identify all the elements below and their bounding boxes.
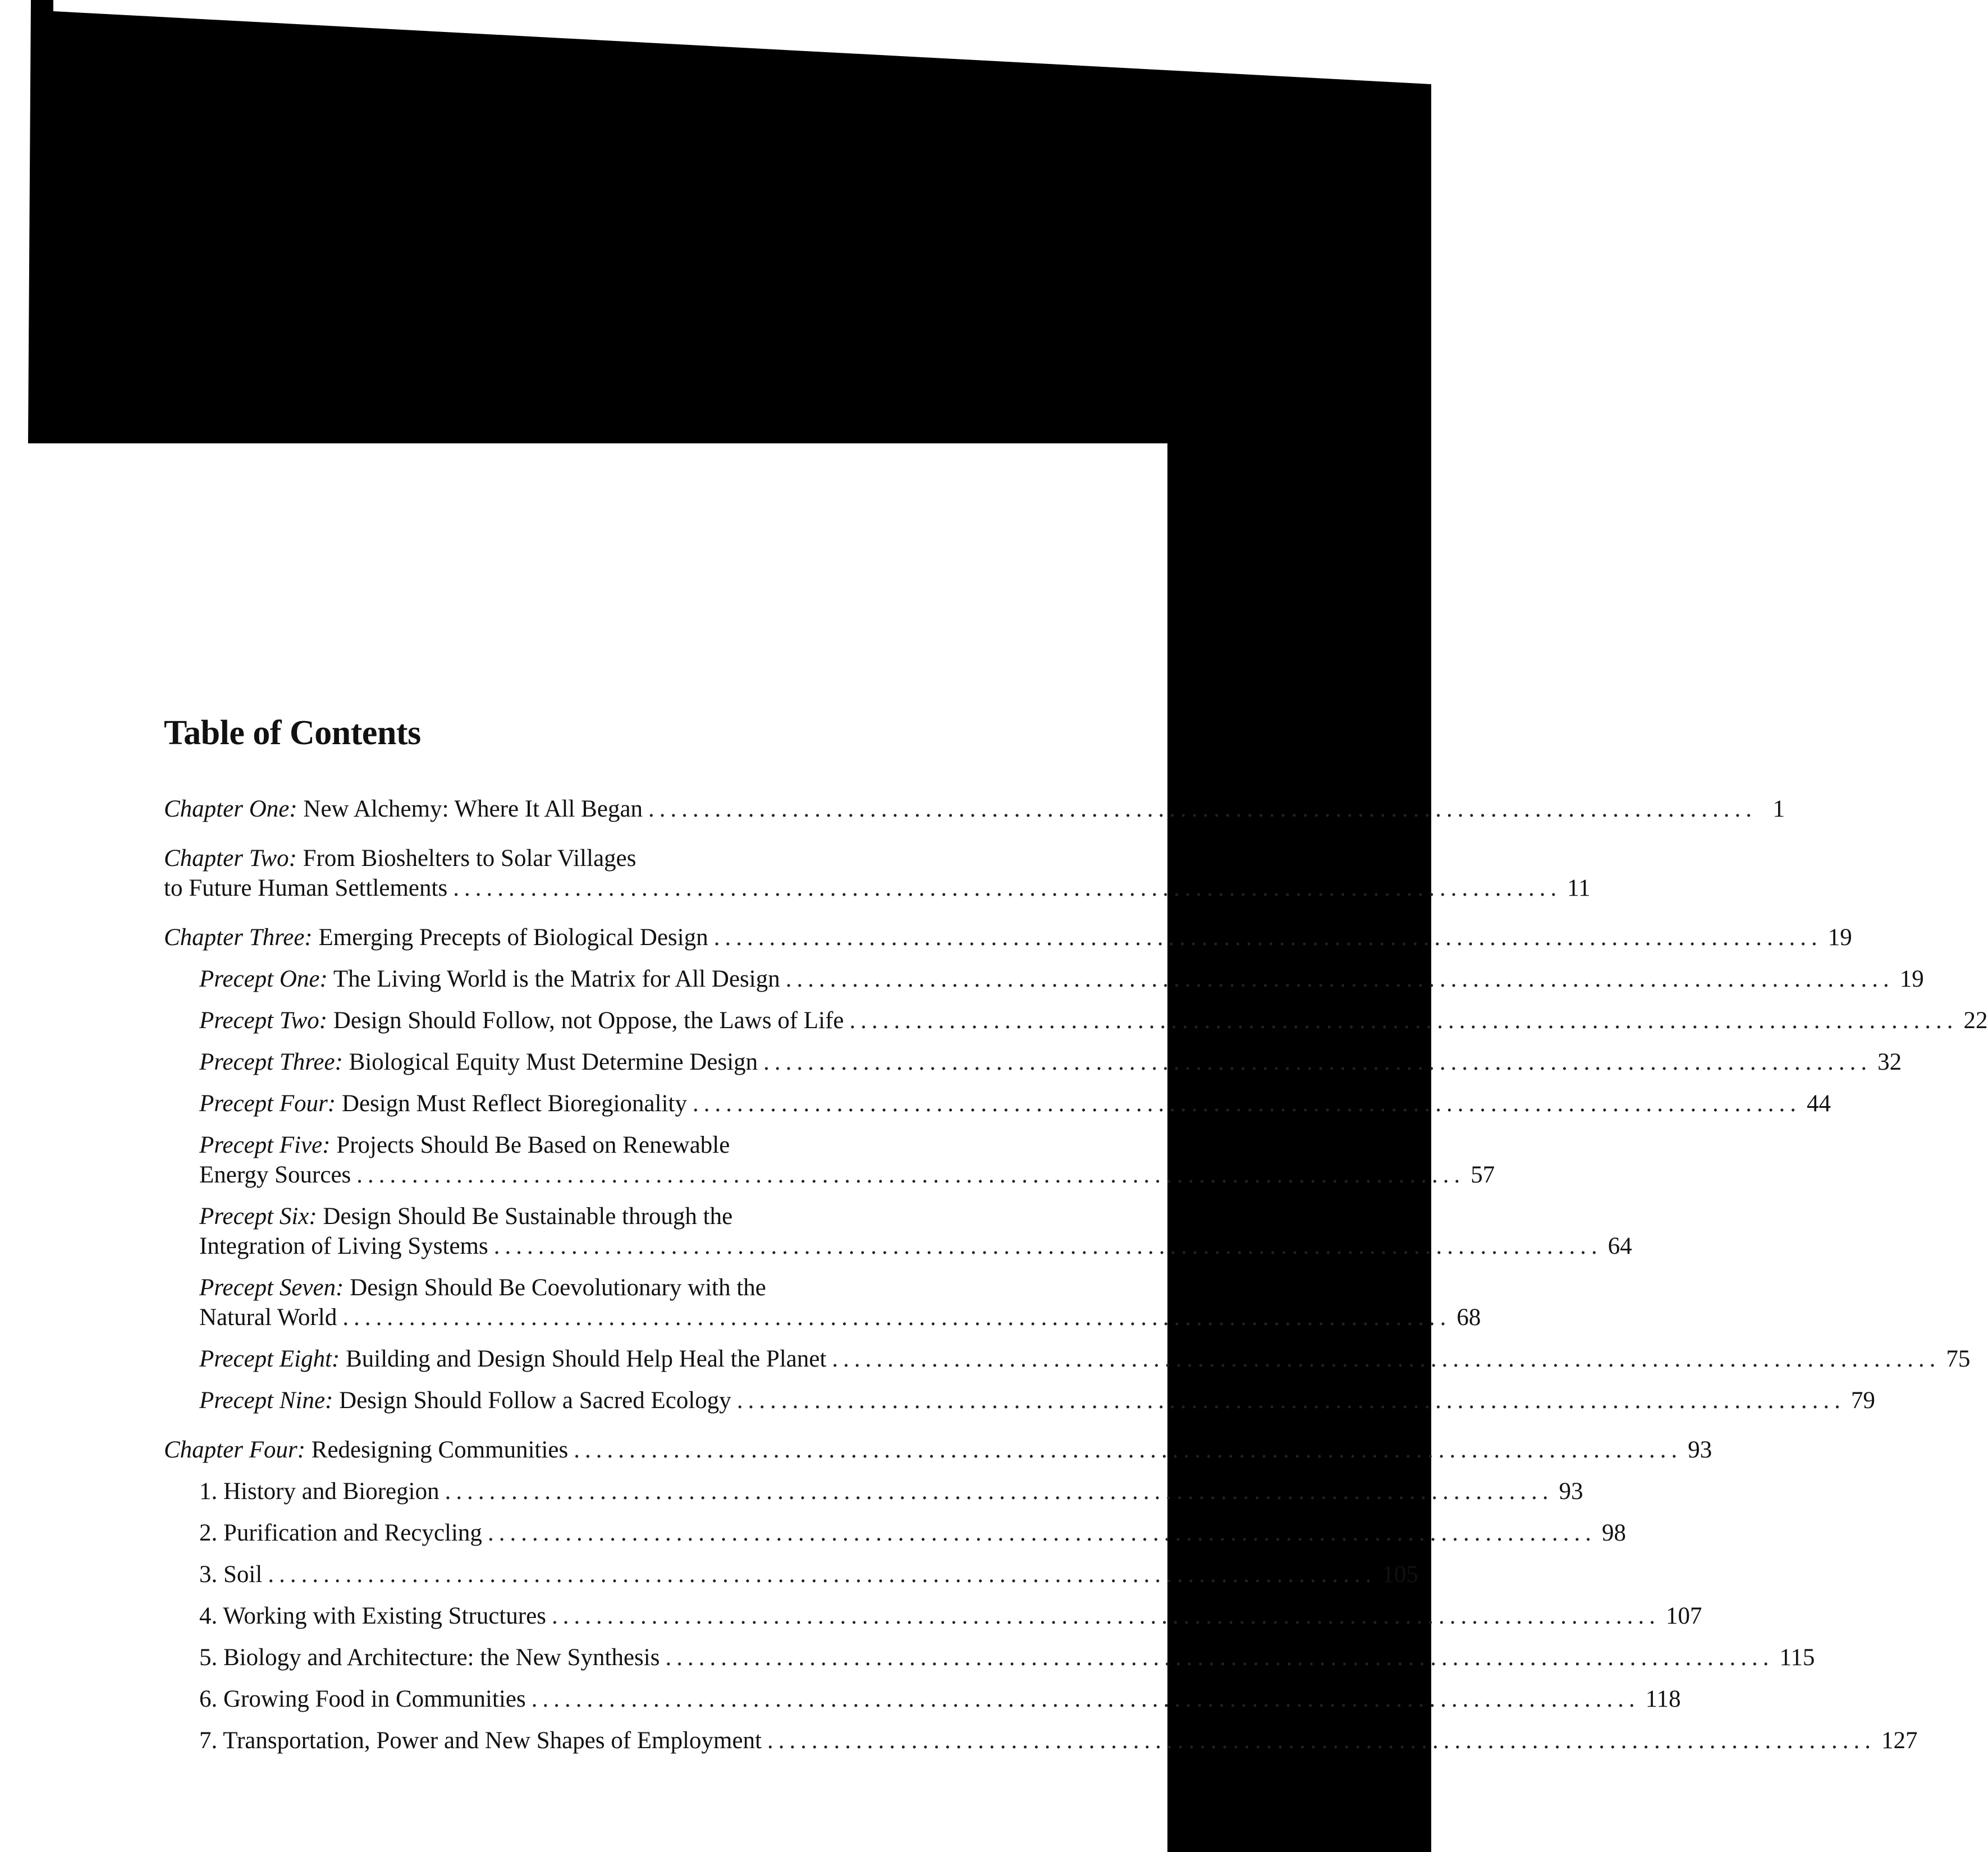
page-number: 22 — [1963, 1007, 1988, 1034]
chapter-title: New Alchemy: Where It All Began — [303, 796, 643, 822]
section-title: 3. Soil — [199, 1561, 263, 1588]
page-number: 19 — [1899, 966, 1924, 992]
section-title: 4. Working with Existing Structures — [199, 1603, 547, 1629]
precept-label: Precept Four: — [199, 1090, 336, 1117]
chapter-title: Redesigning Communities — [311, 1437, 569, 1463]
dot-leader: .................................................................................................... — [268, 1561, 1377, 1588]
dot-leader: .................................................................................................... — [849, 1007, 1958, 1034]
toc-entry-chapter-three — [164, 923, 1852, 952]
precept-label: Precept Seven: — [199, 1275, 344, 1301]
chapter-title: Emerging Precepts of Biological Design — [318, 924, 708, 951]
section-title: 2. Purification and Recycling — [199, 1520, 482, 1546]
chapter-title-line2: to Future Human Settlements — [164, 875, 448, 901]
page-number: 93 — [1688, 1437, 1712, 1463]
precept-label: Precept Eight: — [199, 1346, 340, 1372]
precept-label: Precept Nine: — [199, 1387, 333, 1414]
toc-entry-chapter-one — [164, 794, 1785, 824]
dot-leader: .................................................................................................... — [356, 1162, 1465, 1188]
toc-entry-precept-three — [164, 1047, 1902, 1077]
dot-leader: .................................................................................................... — [832, 1346, 1941, 1372]
page-number: 127 — [1881, 1727, 1918, 1754]
toc-entry-precept-one — [164, 964, 1924, 994]
table-of-contents — [164, 714, 1988, 1767]
precept-title: The Living World is the Matrix for All Design — [333, 966, 780, 992]
dot-leader: .................................................................................................... — [692, 1090, 1801, 1117]
page-number: 32 — [1877, 1049, 1902, 1075]
precept-label: Precept Three: — [199, 1049, 343, 1075]
page-number: 44 — [1806, 1090, 1831, 1117]
chapter-label: Chapter Three: — [164, 924, 313, 951]
toc-entry-section — [164, 1726, 1918, 1755]
dot-leader: .................................................................................................... — [713, 924, 1822, 951]
precept-title: Biological Equity Must Determine Design — [349, 1049, 758, 1075]
precept-label: Precept Six: — [199, 1203, 317, 1230]
precept-title-line1: Projects Should Be Based on Renewable — [336, 1132, 730, 1158]
precept-title: Design Should Follow, not Oppose, the Laws of Life — [333, 1007, 844, 1034]
chapter-label: Chapter Four: — [164, 1437, 306, 1463]
toc-entry-section — [164, 1477, 1583, 1506]
dot-leader: .................................................................................................... — [342, 1304, 1451, 1331]
page-number: 118 — [1645, 1686, 1681, 1712]
page-number: 98 — [1601, 1520, 1626, 1546]
dot-leader: .................................................................................................... — [767, 1727, 1876, 1754]
toc-entry-precept-two — [164, 1006, 1988, 1035]
page-number: 64 — [1607, 1233, 1632, 1259]
page-number: 105 — [1382, 1561, 1418, 1588]
toc-entry-precept-six — [164, 1202, 1632, 1261]
page-title: Table of Contents — [164, 714, 421, 752]
chapter-label: Chapter One: — [164, 796, 297, 822]
precept-title: Design Should Follow a Sacred Ecology — [339, 1387, 731, 1414]
dot-leader: .................................................................................................... — [531, 1686, 1640, 1712]
toc-entry-section — [164, 1684, 1681, 1714]
section-title: 6. Growing Food in Communities — [199, 1686, 526, 1712]
toc-entry-section — [164, 1601, 1702, 1631]
section-title: 7. Transportation, Power and New Shapes of Employment — [199, 1727, 762, 1754]
page-number: 93 — [1559, 1478, 1583, 1505]
precept-title-line1: Design Should Be Sustainable through the — [323, 1203, 733, 1230]
dot-leader: .................................................................................................... — [736, 1387, 1845, 1414]
precept-label: Precept Five: — [199, 1132, 331, 1158]
dot-leader: .................................................................................................... — [665, 1644, 1774, 1671]
section-title: 5. Biology and Architecture: the New Synthesis — [199, 1644, 660, 1671]
dot-leader: .................................................................................................... — [552, 1603, 1661, 1629]
page-number: 57 — [1471, 1162, 1495, 1188]
toc-entry-precept-four — [164, 1089, 1831, 1118]
precept-title-line2: Integration of Living Systems — [199, 1233, 488, 1259]
toc-entry-precept-nine — [164, 1386, 1875, 1415]
dot-leader: .................................................................................................... — [574, 1437, 1683, 1463]
dot-leader: .................................................................................................... — [487, 1520, 1596, 1546]
dot-leader: .................................................................................................... — [453, 875, 1562, 901]
chapter-title-line1: From Bioshelters to Solar Villages — [303, 845, 636, 872]
precept-title: Design Must Reflect Bioregionality — [341, 1090, 687, 1117]
precept-title-line2: Energy Sources — [199, 1162, 351, 1188]
toc-entry-section — [164, 1518, 1626, 1548]
toc-entry-chapter-four — [164, 1435, 1712, 1465]
dot-leader: .................................................................................................... — [648, 796, 1757, 822]
page-number: 115 — [1779, 1644, 1815, 1671]
page-number: 68 — [1456, 1304, 1481, 1331]
precept-title-line1: Design Should Be Coevolutionary with the — [350, 1275, 766, 1301]
precept-label: Precept Two: — [199, 1007, 328, 1034]
dot-leader: .................................................................................................... — [763, 1049, 1872, 1075]
precept-title-line2: Natural World — [199, 1304, 337, 1331]
page-number: 75 — [1946, 1346, 1971, 1372]
toc-entry-precept-seven — [164, 1273, 1481, 1332]
dot-leader: .................................................................................................... — [445, 1478, 1554, 1505]
precept-title: Building and Design Should Help Heal the Planet — [346, 1346, 827, 1372]
toc-entry-section — [164, 1560, 1418, 1589]
toc-entry-chapter-two — [164, 844, 1591, 903]
toc-entry-precept-eight — [164, 1344, 1971, 1374]
page-number: 19 — [1827, 924, 1852, 951]
page-number: 79 — [1850, 1387, 1875, 1414]
page-number: 11 — [1567, 875, 1591, 901]
page-number: 107 — [1666, 1603, 1702, 1629]
dot-leader: .................................................................................................... — [493, 1233, 1602, 1259]
section-title: 1. History and Bioregion — [199, 1478, 439, 1505]
page-number: 1 — [1772, 796, 1785, 822]
dot-leader: .................................................................................................... — [785, 966, 1894, 992]
chapter-label: Chapter Two: — [164, 845, 297, 872]
precept-label: Precept One: — [199, 966, 328, 992]
toc-entry-precept-five — [164, 1130, 1495, 1190]
toc-entry-section — [164, 1643, 1815, 1672]
